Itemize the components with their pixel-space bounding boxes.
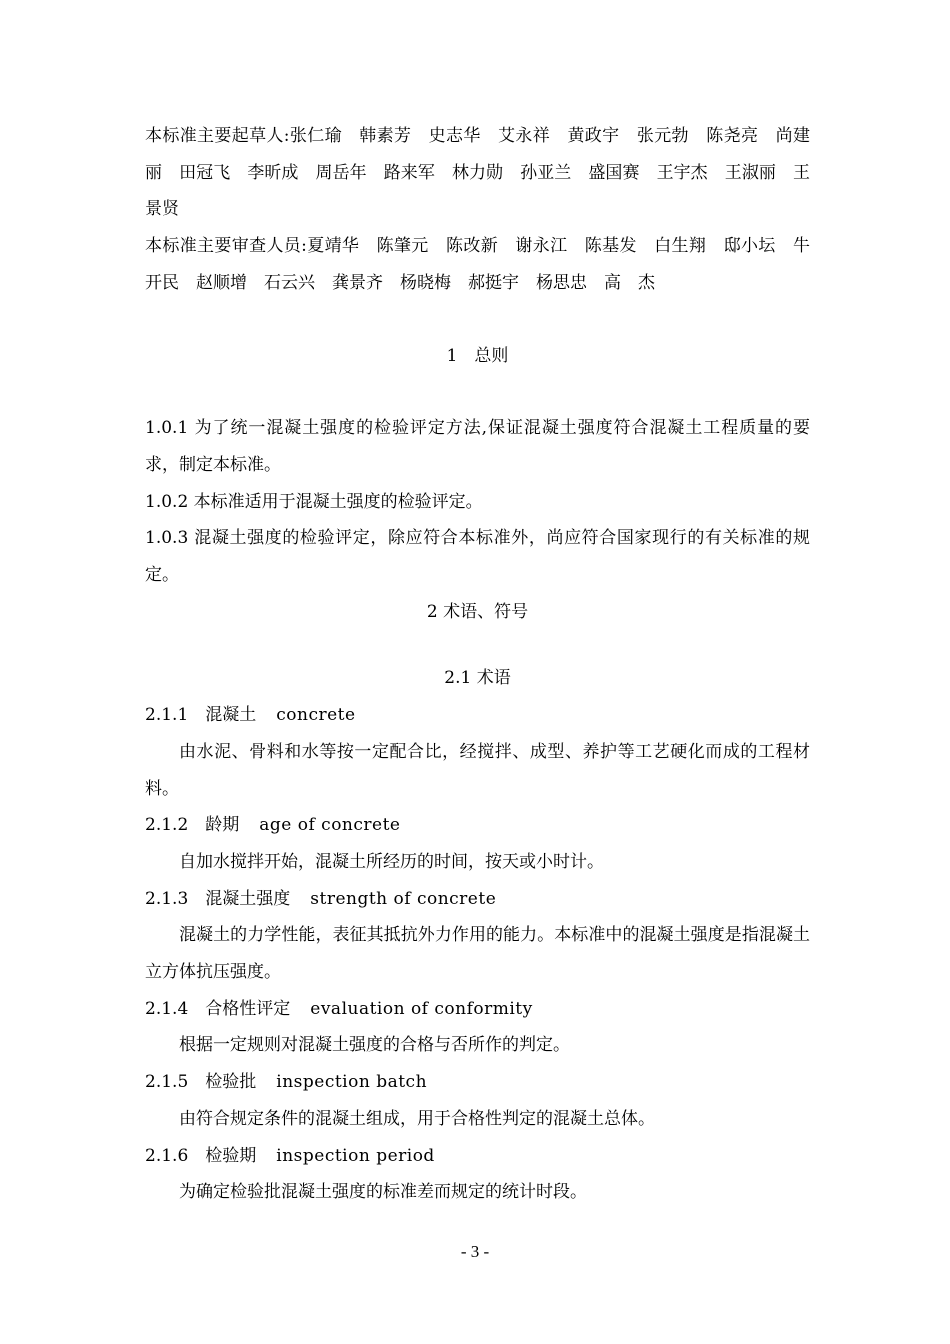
term-definition: 由水泥、骨料和水等按一定配合比，经搅拌、成型、养护等工艺硬化而成的工程材料。 (145, 741, 810, 799)
term-en: concrete (276, 705, 356, 726)
term-heading (145, 881, 810, 918)
clause-1-0-2: 1.0.2 本标准适用于混凝土强度的检验评定。 (145, 491, 483, 512)
term-number: 2.1.6 (145, 1145, 189, 1166)
term-definition: 由符合规定条件的混凝土组成，用于合格性判定的混凝土总体。 (179, 1108, 655, 1129)
term-definition: 为确定检验批混凝土强度的标准差而规定的统计时段。 (179, 1182, 587, 1203)
term-heading (145, 1064, 810, 1101)
term-en: inspection period (276, 1145, 435, 1166)
term-number: 2.1.4 (145, 998, 189, 1019)
term-definition: 根据一定规则对混凝土强度的合格与否所作的判定。 (179, 1035, 570, 1056)
term-zh: 混凝土强度 (205, 888, 291, 909)
term-zh: 龄期 (205, 815, 240, 836)
term-number: 2.1.1 (145, 705, 189, 726)
term-zh: 检验期 (205, 1145, 257, 1166)
term-2-1-6 (145, 1138, 810, 1211)
term-definition: 自加水搅拌开始，混凝土所经历的时间，按天或小时计。 (179, 851, 604, 872)
section-2-1-title: 2.1 术语 (444, 668, 511, 689)
term-en: evaluation of conformity (310, 998, 533, 1019)
clause-1-0-1: 1.0.1 为了统一混凝土强度的检验评定方法,保证混凝土强度符合混凝土工程质量的要求，制定本标准。 (145, 418, 810, 475)
term-heading (145, 1138, 810, 1175)
term-number: 2.1.2 (145, 815, 189, 836)
term-en: strength of concrete (310, 888, 497, 909)
document-body (145, 118, 810, 1211)
term-2-1-4 (145, 991, 810, 1064)
term-2-1-3 (145, 881, 810, 991)
section-2-title: 2 术语、符号 (426, 601, 529, 622)
term-heading (145, 807, 810, 844)
drafters-list: 本标准主要起草人:张仁瑜 韩素芳 史志华 艾永祥 黄政宇 张元勃 陈尧亮 尚建丽 田冠飞 李昕成 周岳年 路来军 林力勋 孙亚兰 盛国赛 王宇杰 王淑丽 王景贤 (145, 126, 810, 220)
section-1-title: 1 总则 (446, 345, 509, 366)
term-heading (145, 991, 810, 1028)
term-number: 2.1.5 (145, 1072, 189, 1093)
term-zh: 检验批 (205, 1072, 257, 1093)
term-definition: 混凝土的力学性能，表征其抵抗外力作用的能力。本标准中的混凝土强度是指混凝土立方体抗压强度。 (145, 925, 810, 983)
clause-1-0-3: 1.0.3 混凝土强度的检验评定，除应符合本标准外，尚应符合国家现行的有关标准的规定。 (145, 528, 810, 586)
term-2-1-2 (145, 807, 810, 880)
term-2-1-1 (145, 697, 810, 807)
reviewers-list: 本标准主要审查人员:夏靖华 陈肇元 陈改新 谢永江 陈基发 白生翔 邸小坛 牛开民 赵顺增 石云兴 龚景齐 杨晓梅 郝挺宇 杨思忠 高 杰 (145, 236, 810, 293)
term-2-1-5 (145, 1064, 810, 1137)
term-en: inspection batch (276, 1072, 428, 1093)
term-zh: 混凝土 (205, 705, 257, 726)
term-zh: 合格性评定 (205, 998, 291, 1019)
page-number: - 3 - (460, 1242, 490, 1261)
term-number: 2.1.3 (145, 888, 189, 909)
term-en: age of concrete (259, 815, 401, 836)
term-heading (145, 697, 810, 734)
